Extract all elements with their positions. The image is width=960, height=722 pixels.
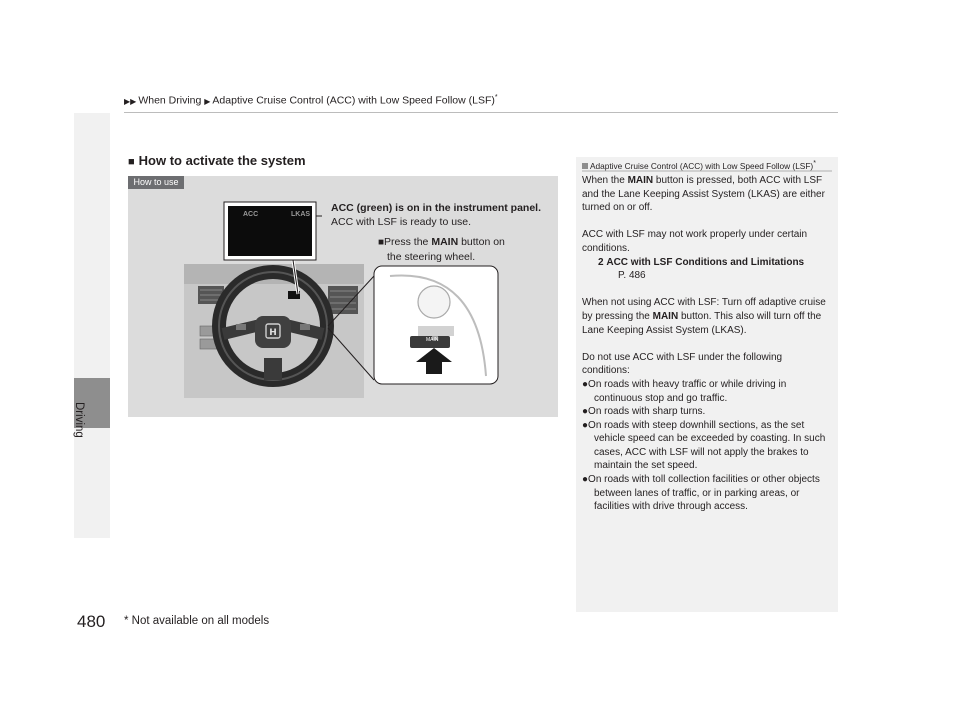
display-acc-label: ACC [243, 211, 259, 218]
note-reference-page[interactable]: P. 486 [618, 270, 646, 282]
note-p3-bold: MAIN [652, 310, 679, 322]
callout-main-button [378, 235, 505, 264]
bullet-dot-icon: ● [582, 474, 589, 486]
header-rule [124, 112, 838, 113]
callout-main-line2: the steering wheel. [387, 251, 476, 263]
note-paragraph-2: ACC with LSF may not work properly under certain conditions. [582, 229, 808, 254]
breadcrumb [124, 94, 498, 107]
note-title-marker-icon [582, 163, 588, 169]
breadcrumb-arrow-icon: ▶▶ [124, 96, 137, 106]
note-paragraph-4: Do not use ACC with LSF under the following conditions: [582, 351, 783, 377]
main-button-label: MAIN [426, 337, 439, 343]
note-paragraph-1: When the MAIN button is pressed, both ACC with LSF and the Lane Keeping Assist System (LKAS) are either turned on or off. [582, 175, 825, 214]
bullet-dot-icon: ● [582, 419, 589, 431]
note-bullet: ●On roads with toll collection facilities or other objects between lanes of traffic, or in parking areas, or facilities with drive through access. [582, 474, 820, 513]
note-title [582, 160, 816, 171]
side-tab-label[interactable]: Driving [73, 402, 85, 438]
display-lkas-label: LKAS [291, 211, 311, 218]
square-bullet-icon: ■ [378, 237, 385, 248]
note-p1-bold: MAIN [627, 175, 654, 186]
callout-main-suffix: button on [458, 236, 505, 248]
square-bullet-icon: ■ [128, 156, 135, 168]
note-bullet: ●On roads with sharp turns. [582, 406, 706, 418]
note-bullet: ●On roads with heavy traffic or while driving in continuous stop and go traffic. [582, 378, 787, 404]
callout-acc-line1: ACC (green) is on in the instrument panel. [331, 202, 542, 214]
breadcrumb-asterisk: * [494, 94, 498, 101]
note-title-asterisk: * [813, 160, 816, 167]
callout-main-bold: MAIN [431, 236, 459, 248]
svg-text:H: H [269, 328, 277, 338]
callout-acc-indicator [331, 201, 541, 229]
reference-arrow-icon: 2 [598, 256, 604, 268]
bullet-dot-icon: ● [582, 406, 589, 418]
note-body [582, 174, 832, 514]
page-number: 480 [77, 612, 106, 631]
bullet-dot-icon: ● [582, 378, 589, 390]
callout-acc-line2: ACC with LSF is ready to use. [331, 216, 472, 228]
side-tab [74, 113, 110, 538]
note-paragraph-3: When not using ACC with LSF: Turn off adaptive cruise by pressing the MAIN button. This also will turn off the Lane Keeping Assist System (LKAS). [582, 297, 826, 336]
note-title-text[interactable]: Adaptive Cruise Control (ACC) with Low Speed Follow (LSF) [590, 160, 814, 171]
breadcrumb-item-acc[interactable]: Adaptive Cruise Control (ACC) with Low Speed Follow (LSF) [212, 94, 495, 107]
footnote: * Not available on all models [124, 615, 270, 627]
breadcrumb-arrow-icon: ▶ [204, 96, 211, 106]
callout-main-prefix: Press the [384, 236, 432, 248]
reference-link-text[interactable]: ACC with LSF Conditions and Limitations [606, 256, 805, 268]
section-heading-text: How to activate the system [138, 153, 306, 168]
note-reference[interactable] [582, 256, 832, 270]
note-bullet: ●On roads with steep downhill sections, as the set vehicle speed can be exceeded by coasting. In such cases, ACC with LSF will not apply the brakes to maintain the set speed. [582, 419, 826, 472]
section-heading [128, 153, 306, 168]
breadcrumb-item-when-driving[interactable]: When Driving [138, 94, 202, 107]
how-to-use-tag: How to use [128, 176, 184, 189]
